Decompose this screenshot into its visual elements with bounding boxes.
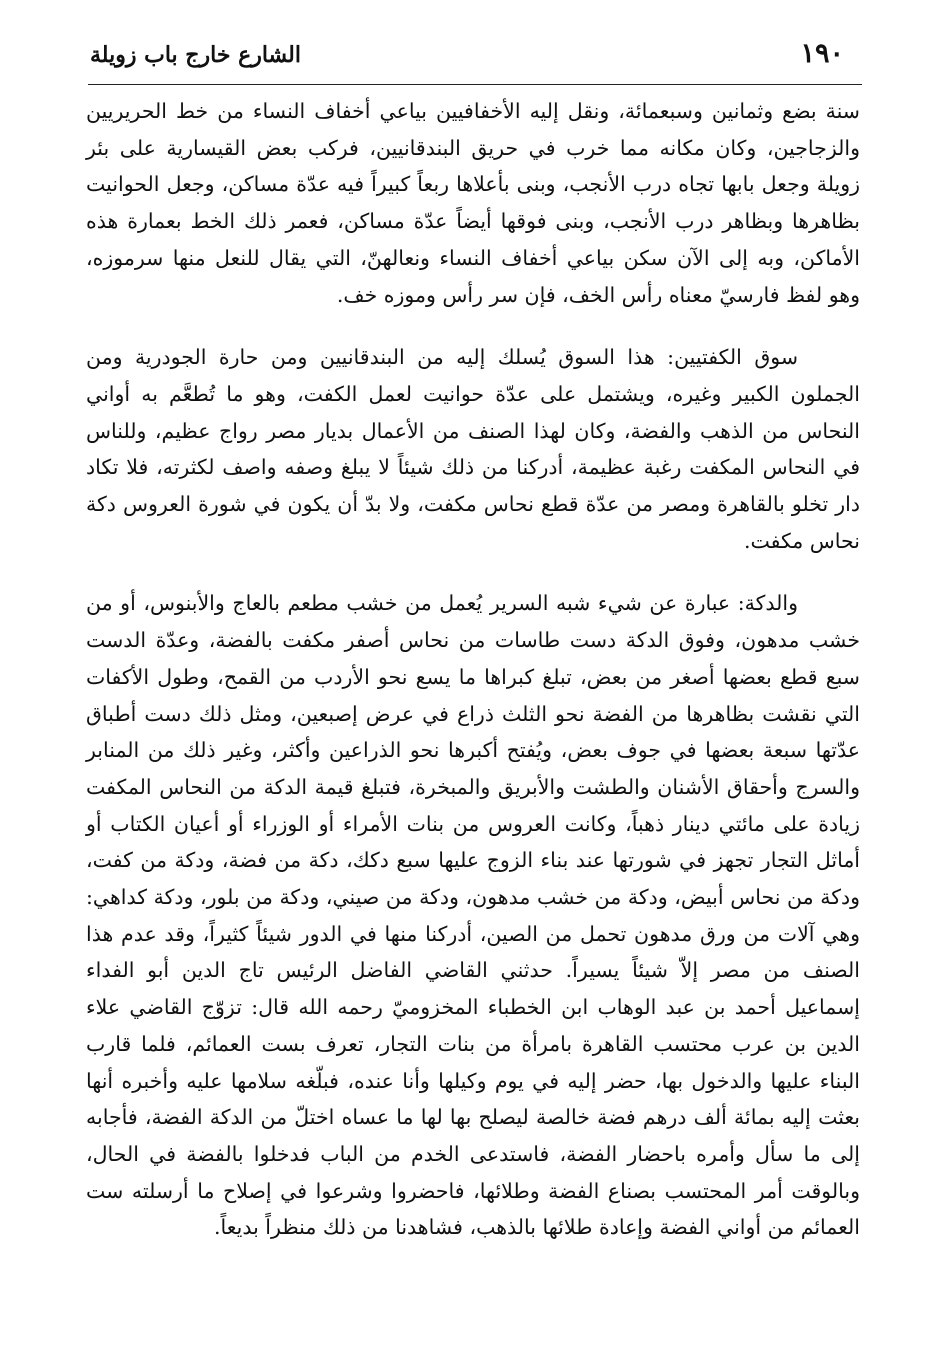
paragraph: والدكة: عبارة عن شيء شبه السرير يُعمل من خشب مطعم بالعاج والأبنوس، أو من خشب مدهون، وفوق الدكة دست طاسات من نحاس أصفر مكفت بالفضة، وعدّة الدست سبع قطع بعضها أصغر من بعض، تبلغ كبراها ما يسع نحو الأردب من القمح، وطول الأكفات التي نقشت بظاهرها من الفضة نحو الثلث ذراع في عرض إصبعين، ومثل ذلك دست أطباق عدّتها سبعة بعضها في جوف بعض، ويُفتح أكبرها نحو الذراعين وأكثر، وغير ذلك من المنابر والسرج وأحقاق الأشنان والطشت والأبريق والمبخرة، فتبلغ قيمة الدكة من النحاس المكفت زيادة على مائتي دينار ذهباً، وكانت العروس من بنات الأمراء أو الوزراء أو أعيان الكتاب أو أماثل التجار تجهز في شورتها عند بناء الزوج عليها سبع دكك، دكة من فضة، ودكة من كفت، ودكة من نحاس أبيض، ودكة من خشب مدهون، ودكة من صيني، ودكة من بلور، ودكة كداهي: وهي آلات من ورق مدهون تحمل من الصين، أدركنا منها في الدور شيئاً كثيراً، وقد عدم هذا الصنف من مصر إلاّ شيئاً يسيراً. حدثني القاضي الفاضل الرئيس تاج الدين أبو الفداء إسماعيل أحمد بن عبد الوهاب ابن الخطباء المخزوميّ رحمه الله قال: تزوّج القاضي علاء الدين بن عرب محتسب القاهرة بامرأة من بنات التجار، تعرف بست العمائم، فلما قارب البناء عليها والدخول بها، حضر إليه في يوم وكيلها وأنا عنده، فبلّغه سلامها عليه وأخبره أنها بعثت إليه بمائة ألف درهم فضة خالصة ليصلح بها لها ما عساه اختلّ من الدكة الفضة، فأجابه إلى ما سأل وأمره باحضار الفضة، فاستدعى الخدم من الباب فدخلوا بالفضة في الحال، وبالوقت أمر المحتسب بصناع الفضة وطلائها، فاحضروا وشرعوا في إصلاح ما أرسلته ست العمائم من أواني الفضة وإعادة طلائها بالذهب، فشاهدنا من ذلك منظراً بديعاً. xyxy=(86,591,860,1240)
running-title: الشارع خارج باب زويلة xyxy=(90,42,301,68)
paragraph-gap xyxy=(86,559,860,585)
paragraph: سوق الكفتيين: هذا السوق يُسلك إليه من البندقانيين ومن حارة الجودرية ومن الجملون الكبير وغيره، ويشتمل على عدّة حوانيت لعمل الكفت، وهو ما تُطعَّم به أواني النحاس من الذهب والفضة، وكان لهذا الصنف من الأعمال بديار مصر رواج عظيم، وللناس في النحاس المكفت رغبة عظيمة، أدركنا من ذلك شيئاً لا يبلغ وصفه واصف لكثرته، فلا تكاد دار تخلو بالقاهرة ومصر من عدّة قطع نحاس مكفت، ولا بدّ أن يكون في شورة العروس دكة نحاس مكفت. xyxy=(86,345,860,553)
page-header xyxy=(90,36,862,82)
paragraph: سنة بضع وثمانين وسبعمائة، ونقل إليه الأخفافيين بياعي أخفاف النساء من خط الحريريين والزجاجين، وكان مكانه مما خرب في حريق البندقانيين، فركب بعض القيسارية على بئر زويلة وجعل بابها تجاه درب الأنجب، وبنى بأعلاها ربعاً كبيراً فيه عدّة مساكن، وجعل الحوانيت بظاهرها وبظاهر درب الأنجب، وبنى فوقها أيضاً عدّة مساكن، فعمر ذلك الخط بعمارة هذه الأماكن، وبه إلى الآن سكن بياعي أخفاف النساء ونعالهنّ، التي يقال للنعل منها سرموزه، وهو لفظ فارسيّ معناه رأس الخف، فإن سر رأس وموزه خف. xyxy=(86,99,860,307)
page-number: ١٩٠ xyxy=(800,38,844,69)
body-text xyxy=(86,93,860,1246)
paragraph-gap xyxy=(86,313,860,339)
header-rule xyxy=(88,84,862,85)
